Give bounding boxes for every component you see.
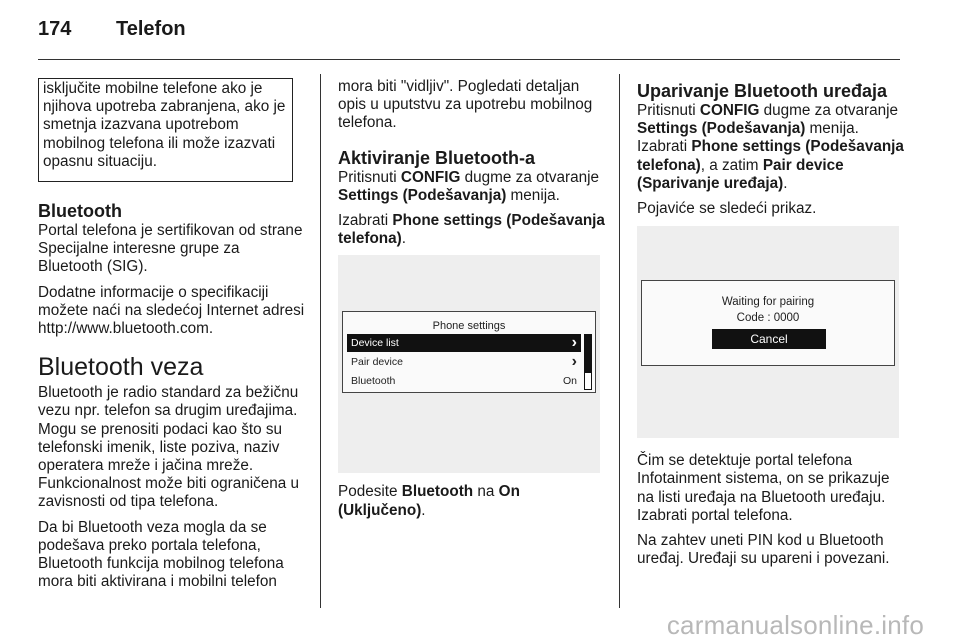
scrollbar-thumb[interactable] bbox=[584, 334, 592, 372]
activate-para-1: Pritisnuti CONFIG dugme za otvaranje Settings (Podešavanja) menija. bbox=[338, 168, 600, 204]
phone-settings-title: Phone settings bbox=[432, 320, 506, 333]
pairing-code: Code : 0000 bbox=[736, 312, 800, 325]
cancel-button[interactable]: Cancel bbox=[712, 329, 826, 349]
chevron-right-icon: › bbox=[571, 334, 577, 352]
set-bluetooth-para: Podesite Bluetooth na On (Uključeno). bbox=[338, 483, 520, 519]
header-rule bbox=[38, 59, 900, 60]
chevron-right-icon: › bbox=[571, 353, 577, 371]
column-divider-2 bbox=[619, 74, 620, 608]
column-2 bbox=[338, 78, 606, 527]
pair-para-1: Pritisnuti CONFIG dugme za otvaranje Settings (Podešavanja) menija. Izabrati Phone settings (Podešavanja telefona), a zatim Pair device (Sparivanje uređaja). bbox=[637, 102, 904, 192]
scrollbar-track[interactable] bbox=[584, 372, 592, 390]
menu-item-device-list[interactable]: Device list › bbox=[347, 334, 581, 352]
connection-para-1: Bluetooth je radio standard za bežičnu vezu npr. telefon sa drugim uređajima. Mogu se prenositi podaci kao što su telefonski imenik, liste poziva, naziv operatera mreže i jačina mreže. Funkcionalnost može biti ograničena u zavisnosti od tipa telefona. bbox=[38, 384, 300, 511]
watermark: carmanualsonline.info bbox=[666, 610, 924, 640]
waiting-text: Waiting for pairing bbox=[721, 296, 815, 309]
waiting-pairing-screen bbox=[637, 226, 899, 438]
bluetooth-para-2: Dodatne informacije o specifikaciji možete naći na sledećoj Internet adresi http://www.bluetooth.com. bbox=[38, 283, 305, 338]
page-number: 174 bbox=[38, 18, 72, 40]
page-title: Telefon bbox=[116, 18, 186, 40]
continued-para: mora biti "vidljiv". Pogledati detaljan opis u uputstvu za upotrebu mobilnog telefona. bbox=[338, 78, 593, 132]
bluetooth-connection-heading: Bluetooth veza bbox=[38, 353, 204, 382]
activate-para-2: Izabrati Phone settings (Podešavanja telefona). bbox=[338, 212, 605, 248]
pair-device-heading: Uparivanje Bluetooth uređaja bbox=[637, 81, 888, 101]
menu-item-pair-device[interactable]: Pair device › bbox=[351, 353, 577, 371]
activate-bluetooth-heading: Aktiviranje Bluetooth-a bbox=[338, 147, 536, 168]
note-text: isključite mobilne telefone ako je njihova upotreba zabranjena, ako je smetnja izazvana upotrebom mobilnog telefona ili može izazvati opasnu situaciju. bbox=[43, 80, 286, 170]
phone-settings-screen bbox=[338, 255, 600, 473]
pair-para-3: Čim se detektuje portal telefona Infotainment sistema, on se prikazuje na listi uređaja na Bluetooth uređaju. Izabrati portal telefona. bbox=[637, 452, 890, 524]
note-box bbox=[38, 78, 293, 182]
column-3 bbox=[637, 78, 905, 575]
bluetooth-heading: Bluetooth bbox=[38, 201, 122, 222]
phone-settings-panel bbox=[342, 311, 596, 393]
pair-para-4: Na zahtev uneti PIN kod u Bluetooth uređaj. Uređaji su upareni i povezani. bbox=[637, 532, 890, 568]
menu-item-bluetooth[interactable]: Bluetooth On bbox=[347, 372, 581, 390]
pair-para-2: Pojaviće se sledeći prikaz. bbox=[637, 200, 817, 218]
connection-para-2: Da bi Bluetooth veza mogla da se podešava preko portala telefona, Bluetooth funkcija mobilnog telefona mora biti aktivirana i mobilni telefon bbox=[38, 518, 284, 591]
bluetooth-para-1: Portal telefona je sertifikovan od strane Specijalne interesne grupe za Bluetooth (SIG). bbox=[38, 222, 303, 276]
column-1 bbox=[38, 78, 306, 598]
pairing-panel bbox=[641, 280, 895, 366]
column-divider-1 bbox=[320, 74, 321, 608]
bluetooth-state: On bbox=[562, 375, 577, 388]
